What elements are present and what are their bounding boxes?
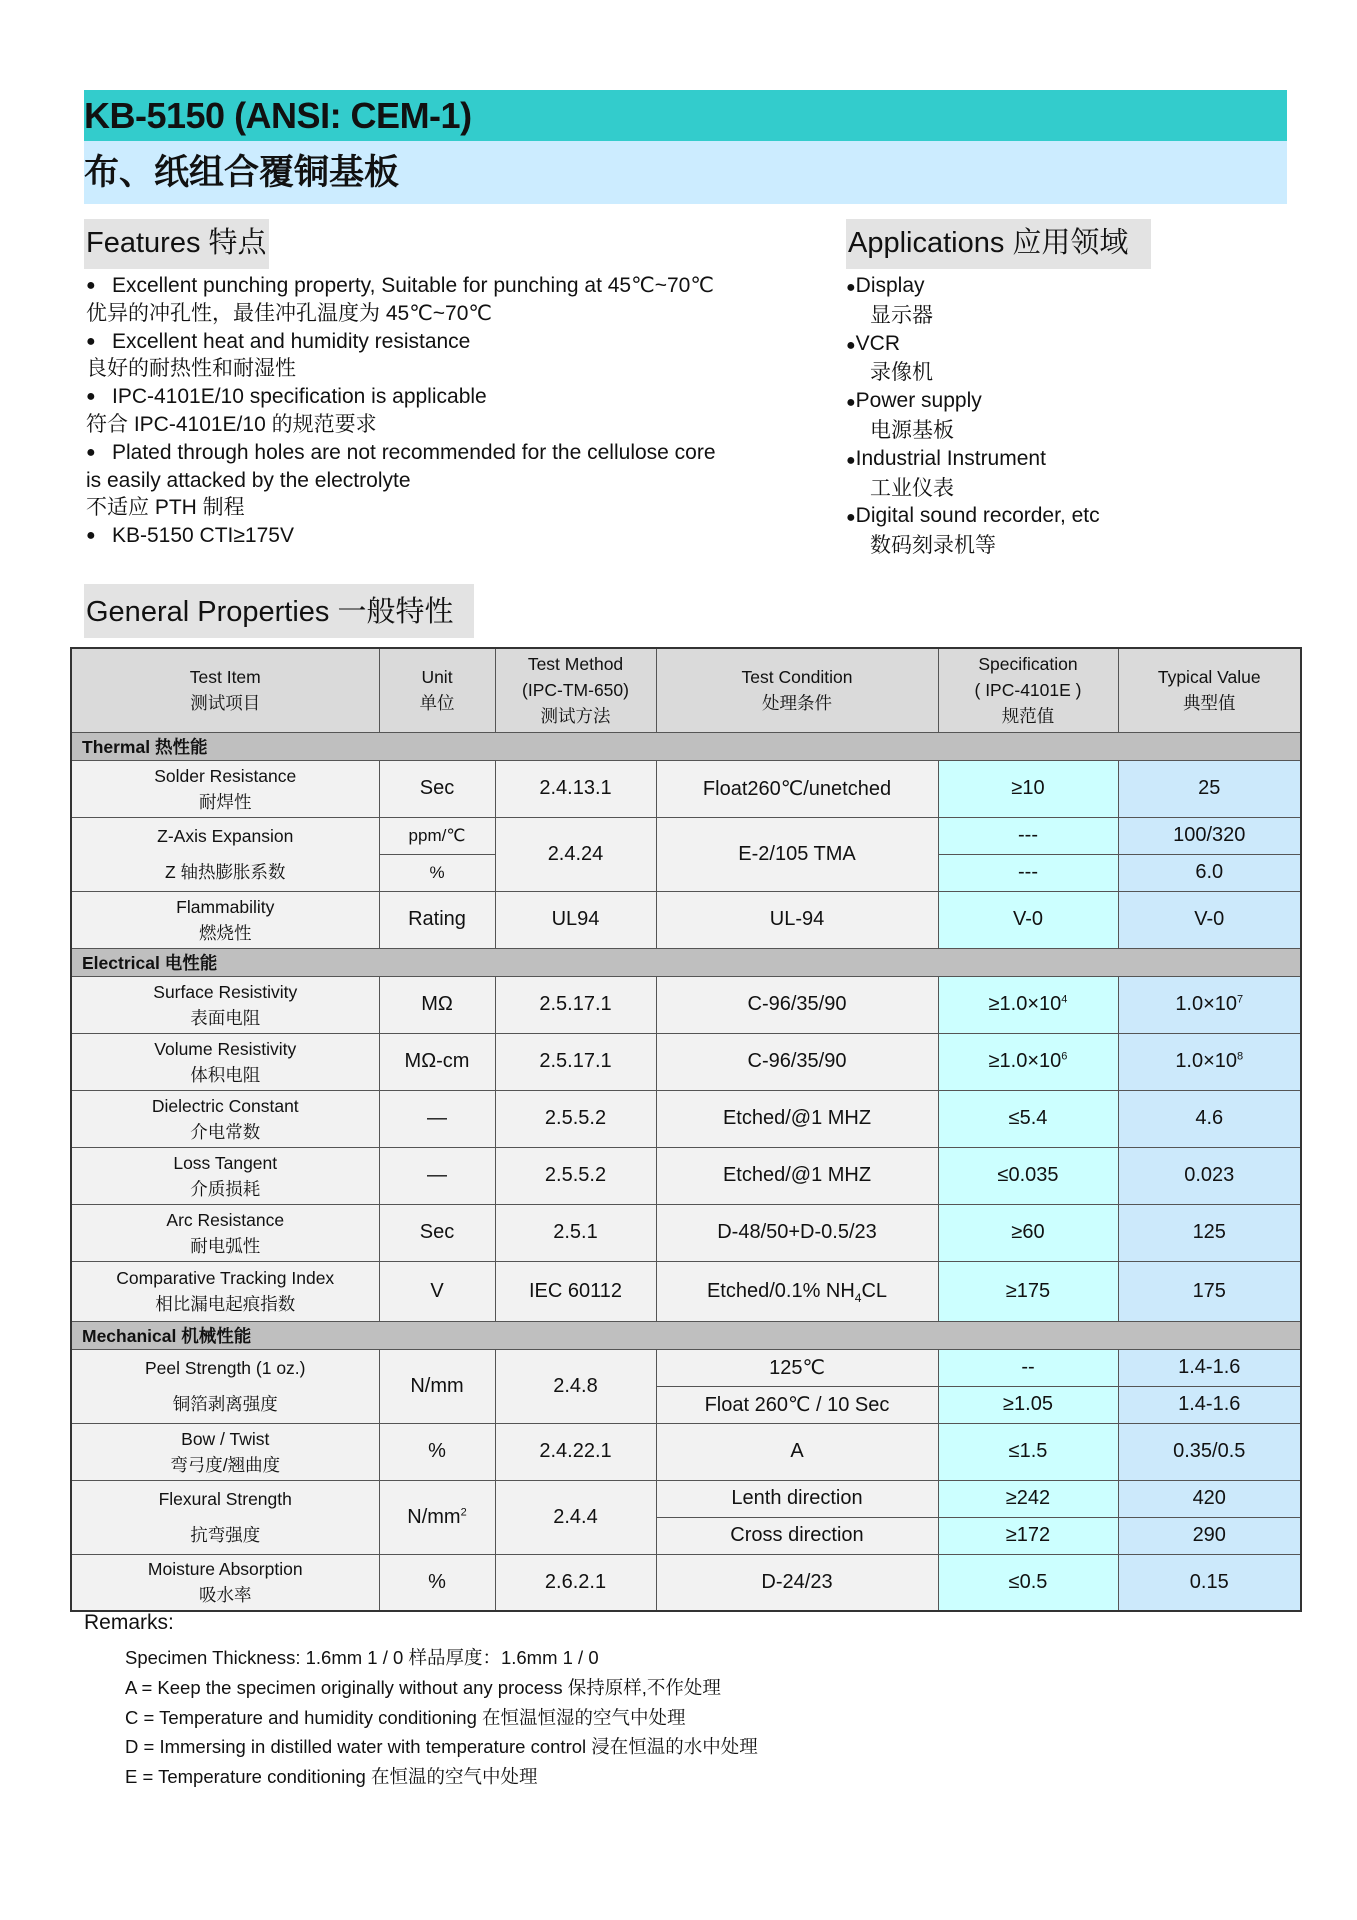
test-item-cell: [71, 891, 379, 948]
method-cell: [495, 817, 656, 891]
method-cell: [495, 976, 656, 1033]
method-cell: [495, 891, 656, 948]
typical-cell: [1118, 1386, 1301, 1423]
typical-cell: [1118, 891, 1301, 948]
cell-text: ≥1.0×10: [988, 1050, 1062, 1072]
column-header-line: 测试方法: [540, 706, 611, 727]
method-cell: [495, 1423, 656, 1480]
condition-cell: [656, 1554, 938, 1611]
typical-cell: [1118, 1423, 1301, 1480]
unit-cell: [379, 817, 495, 854]
section-band-row: [71, 732, 1301, 760]
condition-cell: [656, 760, 938, 817]
typical-cell: [1118, 760, 1301, 817]
feature-text-en-cont: is easily attacked by the electrolyte: [86, 468, 411, 492]
column-header: [71, 648, 379, 732]
cell-text: Rating: [408, 908, 466, 930]
cell-text: --: [1021, 1356, 1035, 1378]
test-item-cell: [71, 1090, 379, 1147]
cell-text: 2.4.13.1: [539, 777, 612, 799]
condition-cell: [656, 1423, 938, 1480]
feature-text-en: Excellent punching property, Suitable for punching at 45℃~70℃: [112, 274, 714, 297]
cell-text: 2.4.24: [547, 842, 604, 865]
spec-cell: [938, 1517, 1118, 1554]
table-row: [71, 1090, 1301, 1147]
method-cell: [495, 760, 656, 817]
column-header: [1118, 648, 1301, 732]
cell-text: —: [427, 1164, 447, 1186]
cell-text: Etched/@1 MHZ: [722, 1107, 872, 1129]
test-item-cn: 介质损耗: [190, 1178, 261, 1199]
cell-text: IEC 60112: [528, 1279, 623, 1302]
feature-text-cn: 符合 IPC-4101E/10 的规范要求: [86, 412, 377, 436]
cell-text: V-0: [1194, 908, 1225, 930]
section-band: Thermal 热性能: [71, 732, 1301, 760]
remarks-list: [125, 1643, 758, 1792]
bullet-icon: ●: [846, 451, 856, 469]
cell-text: ---: [1018, 824, 1038, 846]
typical-cell: [1118, 1090, 1301, 1147]
cell-text: %: [428, 1440, 446, 1462]
column-header-line: Test Condition: [741, 667, 853, 688]
cell-text: D-48/50+D-0.5/23: [717, 1221, 877, 1243]
table-row: [71, 1349, 1301, 1386]
cell-text: ≤0.035: [997, 1164, 1059, 1186]
spec-cell: [938, 1090, 1118, 1147]
application-text-en: Industrial Instrument: [855, 446, 1046, 470]
test-item-cell: [71, 976, 379, 1033]
typical-cell: [1118, 1480, 1301, 1517]
spec-cell: [938, 976, 1118, 1033]
cell-text: Lenth direction: [731, 1487, 863, 1509]
column-header: [495, 648, 656, 732]
spec-cell: [938, 1386, 1118, 1423]
test-item-en: Peel Strength (1 oz.): [145, 1358, 306, 1378]
column-header-line: 典型值: [1183, 693, 1236, 714]
cell-text: ≥172: [1005, 1524, 1051, 1546]
cell-text: MΩ: [421, 993, 453, 1015]
condition-cell: [656, 891, 938, 948]
table-row: [71, 1423, 1301, 1480]
product-title: KB-5150 (ANSI: CEM-1): [84, 90, 1287, 141]
cell-text: ≤5.4: [1008, 1107, 1048, 1129]
column-header: [938, 648, 1118, 732]
cell-text: ppm/℃: [408, 825, 466, 845]
cell-text: UL-94: [769, 908, 825, 930]
features-heading: Features 特点: [84, 219, 269, 269]
typical-cell: [1118, 1147, 1301, 1204]
cell-text-tail: CL: [861, 1279, 888, 1302]
column-header-line: 规范值: [1001, 706, 1055, 727]
cell-text: Sec: [419, 1221, 455, 1243]
condition-cell: [656, 1480, 938, 1517]
bullet-icon: ●: [846, 509, 856, 527]
superscript: 8: [1237, 1050, 1244, 1063]
condition-cell: [656, 1204, 938, 1261]
features-list: [84, 272, 824, 550]
bullet-icon: ●: [86, 277, 96, 294]
application-item: [846, 330, 1246, 388]
cell-text: %: [428, 1570, 446, 1593]
bullet-icon: ●: [846, 394, 856, 412]
column-header-line: Specification: [978, 654, 1078, 675]
remark-line: A = Keep the specimen originally without any process 保持原样,不作处理: [125, 1676, 721, 1698]
unit-cell: [379, 1033, 495, 1090]
method-cell: [495, 1204, 656, 1261]
test-item-cell: [71, 1554, 379, 1611]
unit-cell: [379, 891, 495, 948]
cell-text: 100/320: [1173, 824, 1246, 846]
column-header-line: Test Method: [527, 654, 624, 675]
test-item-en: Solder Resistance: [154, 765, 297, 786]
test-item-en: Bow / Twist: [181, 1428, 270, 1449]
column-header-line: (IPC-TM-650): [522, 680, 629, 701]
remark-line: C = Temperature and humidity conditioning 在恒温恒湿的空气中处理: [125, 1706, 686, 1728]
remarks-title: Remarks:: [84, 1611, 174, 1634]
test-item-en: Z-Axis Expansion: [157, 826, 294, 846]
application-text-cn: 录像机: [870, 361, 933, 385]
bullet-icon: ●: [86, 527, 96, 545]
spec-cell: [938, 1480, 1118, 1517]
cell-text: ≥175: [1005, 1279, 1051, 1302]
application-item: [846, 272, 1246, 330]
unit-cell: [379, 1349, 495, 1423]
unit-cell: [379, 1554, 495, 1611]
unit-cell: [379, 1090, 495, 1147]
cell-text: 25: [1198, 777, 1221, 799]
cell-text: 2.5.1: [553, 1221, 598, 1243]
cell-text: A: [790, 1440, 804, 1462]
column-header-line: 单位: [419, 693, 455, 714]
cell-text: 420: [1192, 1487, 1226, 1509]
cell-text: E-2/105 TMA: [738, 842, 856, 865]
cell-text: ≤0.5: [1008, 1570, 1048, 1593]
test-item-en: Flexural Strength: [158, 1489, 292, 1509]
spec-cell: [938, 1261, 1118, 1321]
section-band-row: [71, 1321, 1301, 1349]
cell-text: 175: [1192, 1279, 1226, 1302]
cell-text: 1.0×10: [1175, 1050, 1238, 1072]
condition-cell: [656, 1090, 938, 1147]
applications-list: [846, 272, 1246, 560]
remark-line: Specimen Thickness: 1.6mm 1 / 0 样品厚度：1.6mm 1 / 0: [125, 1647, 599, 1668]
application-item: [846, 387, 1246, 445]
feature-text-cn: 不适应 PTH 制程: [86, 496, 245, 520]
section-band: Mechanical 机械性能: [71, 1321, 1301, 1349]
cell-text: 4.6: [1195, 1107, 1224, 1129]
typical-cell: [1118, 1349, 1301, 1386]
bullet-icon: ●: [86, 388, 96, 406]
method-cell: [495, 1480, 656, 1554]
cell-text: 6.0: [1195, 861, 1224, 883]
test-item-en: Surface Resistivity: [153, 981, 298, 1002]
cell-text: 125℃: [769, 1357, 825, 1379]
unit-cell: [379, 1261, 495, 1321]
spec-cell: [938, 760, 1118, 817]
cell-text: V: [430, 1279, 444, 1302]
cell-text: 2.5.5.2: [544, 1164, 607, 1186]
cell-text: N/mm: [407, 1505, 461, 1528]
remark-line: E = Temperature conditioning 在恒温的空气中处理: [125, 1766, 538, 1788]
feature-text-en: Plated through holes are not recommended for the cellulose core: [112, 440, 716, 464]
cell-text: ≥10: [1011, 777, 1045, 799]
application-text-cn: 电源基板: [870, 418, 954, 442]
method-cell: [495, 1349, 656, 1423]
unit-cell: [379, 1147, 495, 1204]
method-cell: [495, 1261, 656, 1321]
table-row: [71, 1554, 1301, 1611]
method-cell: [495, 1033, 656, 1090]
application-text-en: Power supply: [855, 389, 982, 413]
feature-text-en: IPC-4101E/10 specification is applicable: [112, 385, 487, 409]
cell-text: 0.15: [1189, 1570, 1229, 1593]
feature-item: [84, 439, 824, 522]
test-item-cn: 表面电阻: [190, 1007, 261, 1028]
cell-text: Sec: [419, 777, 455, 799]
cell-text: %: [429, 862, 445, 882]
test-item-cell: [71, 1349, 379, 1423]
cell-text: —: [427, 1107, 447, 1129]
cell-text: 2.5.17.1: [539, 1050, 612, 1072]
typical-cell: [1118, 854, 1301, 891]
table-row: [71, 1480, 1301, 1517]
application-text-cn: 数码刻录机等: [870, 534, 996, 558]
bullet-icon: ●: [846, 336, 856, 354]
cell-text: 290: [1192, 1524, 1226, 1546]
application-item: [846, 502, 1246, 560]
cell-text: N/mm: [410, 1374, 464, 1397]
table-row: [71, 817, 1301, 854]
table-row: [71, 1261, 1301, 1321]
table-row: [71, 1204, 1301, 1261]
cell-text: ≤1.5: [1008, 1440, 1048, 1462]
test-item-cn: 弯弓度/翘曲度: [170, 1454, 281, 1475]
cell-text: D-24/23: [761, 1570, 833, 1593]
cell-text: ≥1.05: [1003, 1393, 1053, 1415]
superscript: 7: [1237, 993, 1244, 1006]
test-item-cn: 铜箔剥离强度: [172, 1394, 278, 1414]
test-item-cell: [71, 760, 379, 817]
cell-text: ≥60: [1011, 1221, 1045, 1243]
section-band: Electrical 电性能: [71, 948, 1301, 976]
applications-heading: Applications 应用领域: [846, 219, 1151, 269]
test-item-en: Moisture Absorption: [147, 1559, 303, 1580]
cell-text: Etched/0.1% NH: [706, 1279, 855, 1302]
table-row: [71, 760, 1301, 817]
feature-item: [84, 272, 824, 328]
cell-text: 2.5.17.1: [539, 993, 612, 1015]
spec-cell: [938, 817, 1118, 854]
spec-cell: [938, 891, 1118, 948]
test-item-cn: 介电常数: [190, 1121, 261, 1142]
condition-cell: [656, 1261, 938, 1321]
test-item-en: Dielectric Constant: [151, 1095, 299, 1116]
cell-text: Float 260℃ / 10 Sec: [704, 1394, 890, 1416]
spec-cell: [938, 1147, 1118, 1204]
cell-text: 0.35/0.5: [1173, 1440, 1246, 1462]
cell-text: ≥242: [1005, 1487, 1051, 1509]
general-properties-heading: General Properties 一般特性: [84, 584, 474, 638]
spec-cell: [938, 1554, 1118, 1611]
test-item-cell: [71, 1147, 379, 1204]
test-item-cn: Z 轴热膨胀系数: [164, 862, 286, 882]
cell-text: 125: [1192, 1221, 1226, 1243]
cell-text: 2.4.8: [553, 1374, 598, 1397]
cell-text: ---: [1018, 861, 1038, 883]
test-item-cn: 燃烧性: [199, 922, 252, 943]
superscript: 4: [1061, 993, 1068, 1006]
cell-text: Cross direction: [730, 1524, 864, 1546]
superscript: 2: [460, 1505, 467, 1518]
condition-cell: [656, 1386, 938, 1423]
cell-text: Etched/@1 MHZ: [722, 1164, 872, 1186]
application-item: [846, 445, 1246, 503]
condition-cell: [656, 1033, 938, 1090]
cell-text: MΩ-cm: [404, 1050, 470, 1072]
column-header-line: 处理条件: [762, 693, 832, 714]
spec-cell: [938, 1423, 1118, 1480]
cell-text: 1.4-1.6: [1178, 1356, 1241, 1378]
spec-cell: [938, 1349, 1118, 1386]
condition-cell: [656, 817, 938, 891]
cell-text: C-96/35/90: [747, 1050, 847, 1072]
remark-line: D = Immersing in distilled water with temperature control 浸在恒温的水中处理: [125, 1736, 758, 1758]
unit-cell: [379, 1423, 495, 1480]
cell-text: 2.4.22.1: [539, 1440, 612, 1462]
application-text-en: Display: [855, 274, 925, 297]
superscript: 6: [1061, 1050, 1068, 1063]
bullet-icon: ●: [846, 279, 856, 296]
properties-table: [70, 647, 1302, 1612]
test-item-cn: 相比漏电起痕指数: [155, 1294, 296, 1314]
unit-cell: [379, 854, 495, 891]
unit-cell: [379, 976, 495, 1033]
typical-cell: [1118, 1517, 1301, 1554]
column-header-line: Test Item: [189, 667, 261, 688]
test-item-cn: 抗弯强度: [190, 1525, 261, 1545]
column-header-line: 测试项目: [190, 693, 261, 714]
section-band-row: [71, 948, 1301, 976]
test-item-en: Loss Tangent: [173, 1152, 278, 1173]
cell-text: 1.4-1.6: [1178, 1393, 1241, 1415]
test-item-cell: [71, 1423, 379, 1480]
test-item-en: Arc Resistance: [166, 1209, 285, 1230]
test-item-en: Volume Resistivity: [154, 1038, 297, 1059]
table-row: [71, 976, 1301, 1033]
method-cell: [495, 1147, 656, 1204]
feature-item: [84, 383, 824, 439]
unit-cell: [379, 760, 495, 817]
feature-text-cn: 良好的耐热性和耐湿性: [86, 357, 296, 381]
method-cell: [495, 1090, 656, 1147]
condition-cell: [656, 1517, 938, 1554]
test-item-en: Flammability: [176, 896, 275, 917]
test-item-cn: 体积电阻: [190, 1064, 261, 1085]
table-row: [71, 1147, 1301, 1204]
test-item-cell: [71, 1261, 379, 1321]
test-item-cn: 吸水率: [199, 1585, 252, 1606]
bullet-icon: ●: [86, 443, 96, 461]
cell-text: 2.4.4: [553, 1505, 598, 1528]
table-row: [71, 1033, 1301, 1090]
condition-cell: [656, 976, 938, 1033]
bullet-icon: ●: [86, 332, 96, 350]
cell-text: UL94: [551, 908, 600, 930]
test-item-cn: 耐焊性: [199, 791, 252, 812]
condition-cell: [656, 1349, 938, 1386]
column-header-line: ( IPC-4101E ): [974, 680, 1082, 701]
feature-text-en: KB-5150 CTI≥175V: [112, 524, 294, 548]
column-header-line: Unit: [421, 667, 453, 688]
test-item-cell: [71, 1204, 379, 1261]
unit-cell: [379, 1480, 495, 1554]
spec-cell: [938, 1033, 1118, 1090]
application-text-cn: 显示器: [870, 303, 933, 327]
cell-text: 0.023: [1184, 1164, 1235, 1186]
subscript: 4: [854, 1290, 862, 1305]
test-item-cell: [71, 1033, 379, 1090]
cell-text: 2.6.2.1: [544, 1570, 607, 1593]
feature-item: [84, 328, 824, 384]
column-header-line: Typical Value: [1157, 667, 1261, 688]
cell-text: 1.0×10: [1175, 993, 1238, 1015]
typical-cell: [1118, 1554, 1301, 1611]
cell-text: C-96/35/90: [747, 993, 847, 1015]
condition-cell: [656, 1147, 938, 1204]
cell-text: V-0: [1012, 908, 1044, 930]
spec-cell: [938, 854, 1118, 891]
test-item-cn: 耐电弧性: [190, 1235, 261, 1256]
test-item-cell: [71, 817, 379, 891]
test-item-cell: [71, 1480, 379, 1554]
feature-text-cn: 优异的冲孔性，最佳冲孔温度为 45℃~70℃: [86, 301, 492, 325]
application-text-en: VCR: [855, 331, 901, 355]
product-subtitle: 布、纸组合覆铜基板: [84, 141, 1287, 204]
cell-text: 2.5.5.2: [544, 1107, 607, 1129]
column-header: [656, 648, 938, 732]
unit-cell: [379, 1204, 495, 1261]
method-cell: [495, 1554, 656, 1611]
feature-item: [84, 522, 824, 550]
test-item-en: Comparative Tracking Index: [116, 1268, 335, 1288]
typical-cell: [1118, 1261, 1301, 1321]
spec-cell: [938, 1204, 1118, 1261]
table-row: [71, 891, 1301, 948]
application-text-en: Digital sound recorder, etc: [855, 504, 1100, 528]
application-text-cn: 工业仪表: [870, 476, 954, 500]
typical-cell: [1118, 1033, 1301, 1090]
typical-cell: [1118, 1204, 1301, 1261]
typical-cell: [1118, 976, 1301, 1033]
cell-text: ≥1.0×10: [988, 993, 1062, 1015]
column-header: [379, 648, 495, 732]
feature-text-en: Excellent heat and humidity resistance: [112, 329, 471, 353]
typical-cell: [1118, 817, 1301, 854]
cell-text: Float260℃/unetched: [702, 778, 892, 800]
